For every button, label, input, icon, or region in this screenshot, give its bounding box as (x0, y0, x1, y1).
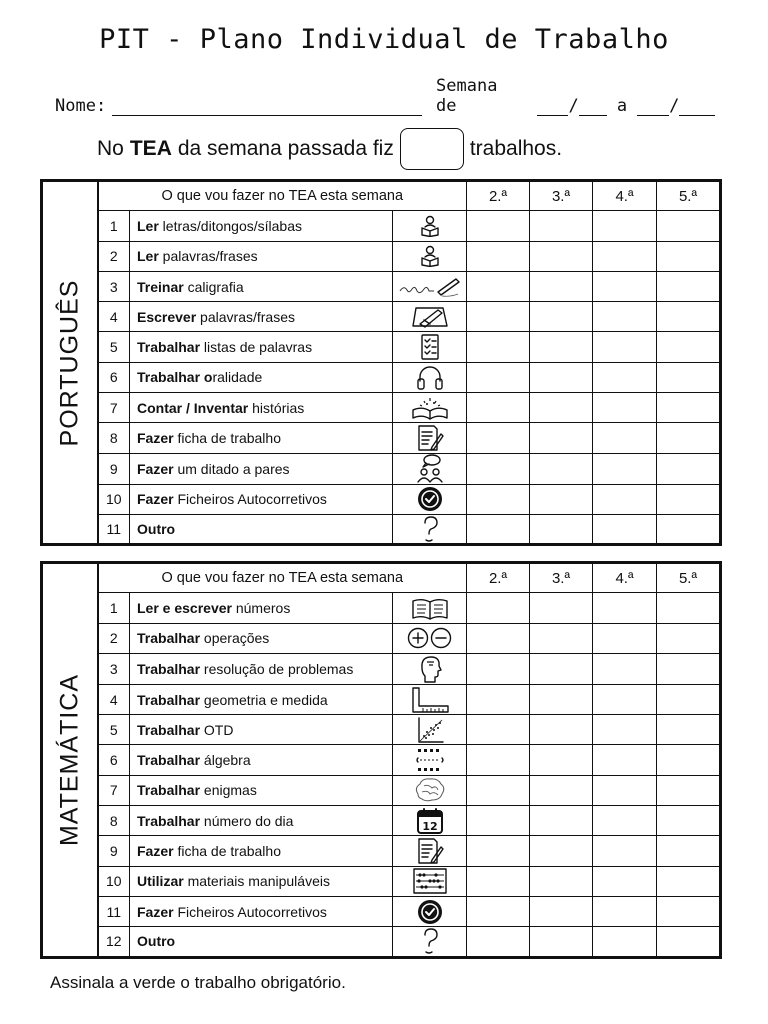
matematica-day-checkbox-cell[interactable] (657, 836, 721, 866)
matematica-task-number: 12 (98, 927, 130, 957)
portugues-day-checkbox-cell[interactable] (657, 362, 721, 392)
task-bold-verb: Fazer (137, 491, 174, 508)
matematica-task-text (130, 623, 393, 653)
portugues-day-checkbox-cell[interactable] (657, 453, 721, 484)
portugues-task-row (42, 332, 721, 362)
calendar-number: 12 (421, 819, 438, 833)
matematica-day-checkbox-cell[interactable] (657, 806, 721, 836)
matematica-subject-label: MATEMÁTICA (55, 673, 84, 846)
portugues-day-checkbox-cell[interactable] (657, 302, 721, 332)
task-rest: palavras/frases (158, 248, 258, 265)
task-bold-verb: Trabalhar (137, 691, 201, 708)
portugues-task-text (130, 393, 393, 423)
matematica-task-text (130, 745, 393, 775)
number-book-icon (410, 595, 450, 621)
task-bold-verb: Ler (137, 217, 159, 234)
portugues-table (40, 179, 722, 546)
portugues-day-checkbox-cell[interactable] (467, 241, 530, 271)
matematica-day-checkbox-cell[interactable] (530, 836, 593, 866)
matematica-day-checkbox-cell[interactable] (467, 623, 530, 653)
portugues-task-row (42, 423, 721, 453)
portugues-day-checkbox-cell[interactable] (467, 362, 530, 392)
matematica-day-checkbox-cell[interactable] (657, 653, 721, 684)
matematica-task-text (130, 775, 393, 805)
portugues-task-number: 3 (98, 271, 130, 301)
matematica-task-icon-cell (393, 623, 467, 653)
portugues-task-text (130, 423, 393, 453)
matematica-task-icon-cell (393, 927, 467, 957)
portugues-day-checkbox-cell[interactable] (530, 241, 593, 271)
portugues-day-checkbox-cell[interactable] (657, 241, 721, 271)
matematica-task-text (130, 927, 393, 957)
pair-dictation-icon (415, 454, 445, 484)
task-bold-verb: Escrever (137, 308, 197, 325)
portugues-subject-label: PORTUGUÊS (55, 279, 84, 447)
matematica-task-row (42, 745, 721, 775)
matematica-day-header: 3.ª (530, 563, 593, 593)
matematica-task-row (42, 684, 721, 714)
matematica-task-number: 9 (98, 836, 130, 866)
portugues-task-text (130, 211, 393, 241)
task-rest: um ditado a pares (173, 460, 290, 477)
matematica-day-checkbox-cell[interactable] (530, 593, 593, 623)
puzzle-brain-icon (412, 776, 448, 804)
page-title: PIT - Plano Individual de Trabalho (99, 24, 669, 55)
question-mark-icon (420, 927, 440, 955)
matematica-task-icon-cell (393, 653, 467, 684)
portugues-task-icon-cell (393, 484, 467, 514)
matematica-day-checkbox-cell[interactable] (530, 684, 593, 714)
reading-person-icon (419, 215, 441, 237)
task-rest: geometria e medida (200, 691, 328, 708)
task-bold-verb: Fazer (137, 460, 174, 477)
task-bold-verb: Trabalhar (137, 782, 201, 799)
portugues-task-icon-cell (393, 271, 467, 301)
matematica-day-checkbox-cell[interactable] (467, 593, 530, 623)
task-rest: Ficheiros Autocorretivos (173, 903, 327, 920)
name-label: Nome: (55, 96, 107, 116)
task-rest: operações (200, 630, 270, 647)
matematica-header-row (42, 563, 721, 593)
task-bold-verb: Trabalhar (137, 721, 201, 738)
matematica-day-checkbox-cell[interactable] (467, 775, 530, 805)
portugues-task-icon-cell (393, 241, 467, 271)
portugues-task-row (42, 393, 721, 423)
matematica-task-text (130, 866, 393, 896)
matematica-header-text: O que vou fazer no TEA esta semana (98, 563, 467, 593)
matematica-task-row (42, 836, 721, 866)
portugues-day-checkbox-cell[interactable] (593, 362, 657, 392)
matematica-day-checkbox-cell[interactable] (467, 745, 530, 775)
matematica-day-checkbox-cell[interactable] (593, 593, 657, 623)
task-bold-verb: Trabalhar o (137, 369, 213, 386)
matematica-task-number: 6 (98, 745, 130, 775)
matematica-task-number: 7 (98, 775, 130, 805)
matematica-day-checkbox-cell[interactable] (657, 715, 721, 745)
portugues-task-row (42, 302, 721, 332)
portugues-task-number: 10 (98, 484, 130, 514)
abacus-icon (412, 867, 448, 895)
matematica-task-row (42, 866, 721, 896)
matematica-day-checkbox-cell[interactable] (593, 927, 657, 957)
portugues-day-header: 2.ª (467, 181, 530, 211)
portugues-day-checkbox-cell[interactable] (467, 332, 530, 362)
matematica-day-header: 4.ª (593, 563, 657, 593)
matematica-task-text (130, 593, 393, 623)
matematica-task-row (42, 775, 721, 805)
matematica-day-checkbox-cell[interactable] (657, 745, 721, 775)
task-rest: ralidade (212, 369, 263, 386)
ruler-angle-icon (410, 686, 450, 714)
portugues-task-text (130, 362, 393, 392)
task-bold-verb: Trabalhar (137, 752, 201, 769)
calendar-icon (416, 807, 444, 835)
task-bold-verb: Trabalhar (137, 630, 201, 647)
task-bold-verb: Trabalhar (137, 339, 201, 356)
matematica-day-checkbox-cell[interactable] (657, 775, 721, 805)
matematica-task-icon-cell (393, 896, 467, 926)
portugues-day-checkbox-cell[interactable] (593, 393, 657, 423)
week-end-month-field[interactable] (679, 99, 715, 116)
week-label: Semana de (436, 76, 498, 116)
matematica-task-row (42, 806, 721, 836)
matematica-day-checkbox-cell[interactable] (530, 653, 593, 684)
portugues-task-icon-cell (393, 362, 467, 392)
matematica-day-checkbox-cell[interactable] (530, 927, 593, 957)
week-start-separator: / (568, 96, 579, 116)
question-mark-icon (420, 515, 440, 543)
calligraphy-pen-icon (398, 276, 462, 298)
portugues-task-text (130, 332, 393, 362)
portugues-day-checkbox-cell[interactable] (467, 271, 530, 301)
portugues-task-number: 6 (98, 362, 130, 392)
portugues-day-checkbox-cell[interactable] (657, 211, 721, 241)
task-bold-verb: Fazer (137, 430, 174, 447)
portugues-day-header: 3.ª (530, 181, 593, 211)
plus-minus-icon (406, 626, 454, 650)
task-rest: listas de palavras (200, 339, 313, 356)
portugues-day-checkbox-cell[interactable] (530, 423, 593, 453)
portugues-day-checkbox-cell[interactable] (593, 453, 657, 484)
matematica-day-checkbox-cell[interactable] (467, 927, 530, 957)
task-bold-verb: Outro (137, 933, 176, 950)
matematica-day-checkbox-cell[interactable] (530, 745, 593, 775)
portugues-day-checkbox-cell[interactable] (467, 423, 530, 453)
task-rest: materiais manipuláveis (183, 873, 330, 890)
checklist-icon (420, 333, 440, 361)
matematica-task-icon-cell (393, 806, 467, 836)
matematica-task-number: 11 (98, 896, 130, 926)
task-bold-verb: Trabalhar (137, 660, 201, 677)
portugues-task-icon-cell (393, 332, 467, 362)
portugues-task-row (42, 453, 721, 484)
task-bold-verb: Treinar (137, 278, 184, 295)
matematica-day-checkbox-cell[interactable] (657, 866, 721, 896)
matematica-day-checkbox-cell[interactable] (467, 836, 530, 866)
matematica-task-row (42, 896, 721, 926)
matematica-day-checkbox-cell[interactable] (593, 684, 657, 714)
portugues-day-checkbox-cell[interactable] (467, 453, 530, 484)
portugues-task-number: 4 (98, 302, 130, 332)
portugues-day-checkbox-cell[interactable] (467, 211, 530, 241)
task-rest: números (231, 599, 291, 616)
portugues-task-icon-cell (393, 514, 467, 544)
matematica-task-icon-cell (393, 593, 467, 623)
matematica-day-checkbox-cell[interactable] (657, 927, 721, 957)
matematica-task-icon-cell (393, 775, 467, 805)
name-field[interactable] (112, 99, 422, 116)
portugues-task-number: 5 (98, 332, 130, 362)
matematica-subject-cell (42, 563, 98, 958)
matematica-day-checkbox-cell[interactable] (593, 775, 657, 805)
lead-tea: TEA (129, 137, 172, 160)
last-week-sentence (97, 128, 562, 170)
matematica-task-row (42, 653, 721, 684)
matematica-day-checkbox-cell[interactable] (593, 653, 657, 684)
matematica-task-icon-cell (393, 745, 467, 775)
reading-person-icon (419, 245, 441, 267)
task-rest: número do dia (200, 812, 294, 829)
matematica-day-checkbox-cell[interactable] (593, 806, 657, 836)
portugues-task-text (130, 302, 393, 332)
matematica-day-checkbox-cell[interactable] (467, 806, 530, 836)
matematica-day-checkbox-cell[interactable] (530, 896, 593, 926)
portugues-task-icon-cell (393, 302, 467, 332)
task-bold-verb: Fazer (137, 843, 174, 860)
portugues-day-checkbox-cell[interactable] (593, 332, 657, 362)
portugues-day-checkbox-cell[interactable] (530, 453, 593, 484)
portugues-day-checkbox-cell[interactable] (593, 271, 657, 301)
portugues-task-row (42, 362, 721, 392)
writing-hand-icon (410, 304, 450, 330)
task-rest: histórias (248, 399, 305, 416)
matematica-task-row (42, 623, 721, 653)
check-badge-icon (417, 486, 443, 512)
matematica-day-header: 2.ª (467, 563, 530, 593)
portugues-task-number: 7 (98, 393, 130, 423)
task-rest: enigmas (200, 782, 257, 799)
portugues-day-checkbox-cell[interactable] (593, 423, 657, 453)
matematica-day-checkbox-cell[interactable] (467, 866, 530, 896)
lead-prefix: No (97, 137, 124, 160)
task-bold-verb: Contar / Inventar (137, 399, 249, 416)
portugues-day-checkbox-cell[interactable] (593, 302, 657, 332)
portugues-day-checkbox-cell[interactable] (530, 514, 593, 544)
matematica-task-number: 5 (98, 715, 130, 745)
portugues-task-number: 2 (98, 241, 130, 271)
portugues-task-row (42, 241, 721, 271)
matematica-task-icon-cell (393, 715, 467, 745)
matematica-day-checkbox-cell[interactable] (593, 623, 657, 653)
portugues-day-checkbox-cell[interactable] (657, 514, 721, 544)
portugues-day-checkbox-cell[interactable] (530, 393, 593, 423)
matematica-day-checkbox-cell[interactable] (593, 866, 657, 896)
portugues-task-text (130, 271, 393, 301)
portugues-day-checkbox-cell[interactable] (530, 302, 593, 332)
portugues-day-checkbox-cell[interactable] (467, 302, 530, 332)
matematica-task-number: 10 (98, 866, 130, 896)
portugues-task-number: 11 (98, 514, 130, 544)
matematica-task-number: 4 (98, 684, 130, 714)
portugues-day-checkbox-cell[interactable] (530, 271, 593, 301)
week-start-day-field[interactable] (537, 99, 569, 116)
portugues-header-row (42, 181, 721, 211)
matematica-day-checkbox-cell[interactable] (530, 623, 593, 653)
matematica-task-text (130, 715, 393, 745)
matematica-task-text (130, 653, 393, 684)
portugues-task-text (130, 241, 393, 271)
week-end-separator: / (669, 96, 680, 116)
portugues-task-icon-cell (393, 393, 467, 423)
portugues-day-checkbox-cell[interactable] (530, 362, 593, 392)
task-rest: álgebra (200, 752, 251, 769)
portugues-task-icon-cell (393, 211, 467, 241)
matematica-task-text (130, 896, 393, 926)
matematica-task-row (42, 715, 721, 745)
task-bold-verb: Fazer (137, 903, 174, 920)
task-bold-verb: Outro (137, 521, 176, 538)
portugues-day-checkbox-cell[interactable] (530, 484, 593, 514)
portugues-day-checkbox-cell[interactable] (657, 423, 721, 453)
matematica-day-checkbox-cell[interactable] (467, 715, 530, 745)
portugues-task-row (42, 484, 721, 514)
matematica-day-checkbox-cell[interactable] (657, 593, 721, 623)
portugues-day-checkbox-cell[interactable] (657, 332, 721, 362)
portugues-day-checkbox-cell[interactable] (593, 514, 657, 544)
matematica-task-icon-cell (393, 836, 467, 866)
task-rest: OTD (200, 721, 234, 738)
week-end-day-field[interactable] (637, 99, 669, 116)
matematica-day-checkbox-cell[interactable] (657, 684, 721, 714)
portugues-task-text (130, 453, 393, 484)
matematica-day-checkbox-cell[interactable] (593, 715, 657, 745)
portugues-day-checkbox-cell[interactable] (657, 484, 721, 514)
portugues-day-header: 5.ª (657, 181, 721, 211)
task-bold-verb: Utilizar (137, 873, 184, 890)
portugues-day-checkbox-cell[interactable] (593, 211, 657, 241)
task-bold-verb: Trabalhar (137, 812, 201, 829)
week-to-label: a (616, 96, 628, 116)
portugues-task-text (130, 484, 393, 514)
matematica-day-checkbox-cell[interactable] (593, 836, 657, 866)
matematica-day-checkbox-cell[interactable] (467, 684, 530, 714)
week-start-month-field[interactable] (579, 99, 607, 116)
lead-suffix: trabalhos. (469, 137, 563, 160)
task-rest: ficha de trabalho (173, 430, 281, 447)
matematica-task-number: 2 (98, 623, 130, 653)
portugues-task-number: 9 (98, 453, 130, 484)
matematica-day-checkbox-cell[interactable] (467, 653, 530, 684)
portugues-day-header: 4.ª (593, 181, 657, 211)
matematica-task-number: 3 (98, 653, 130, 684)
headphones-icon (416, 363, 444, 391)
matematica-day-header: 5.ª (657, 563, 721, 593)
portugues-task-icon-cell (393, 423, 467, 453)
portugues-day-checkbox-cell[interactable] (467, 484, 530, 514)
task-rest: Ficheiros Autocorretivos (173, 491, 327, 508)
matematica-task-icon-cell (393, 866, 467, 896)
matematica-day-checkbox-cell[interactable] (530, 775, 593, 805)
matematica-task-text (130, 806, 393, 836)
task-bold-verb: Ler (137, 248, 159, 265)
matematica-task-number: 8 (98, 806, 130, 836)
portugues-subject-cell (42, 181, 98, 545)
thinking-head-icon (417, 654, 443, 684)
check-badge-icon (417, 899, 443, 925)
portugues-day-checkbox-cell[interactable] (657, 271, 721, 301)
works-count-box[interactable] (400, 128, 464, 170)
task-rest: palavras/frases (196, 308, 295, 325)
task-rest: caligrafia (183, 278, 244, 295)
matematica-task-icon-cell (393, 684, 467, 714)
task-rest: ficha de trabalho (173, 843, 281, 860)
task-rest: resolução de problemas (200, 660, 354, 677)
portugues-day-checkbox-cell[interactable] (657, 393, 721, 423)
portugues-task-row (42, 211, 721, 241)
portugues-task-number: 8 (98, 423, 130, 453)
portugues-task-icon-cell (393, 453, 467, 484)
portugues-day-checkbox-cell[interactable] (530, 211, 593, 241)
portugues-day-checkbox-cell[interactable] (593, 484, 657, 514)
portugues-task-number: 1 (98, 211, 130, 241)
scatter-plot-icon (416, 716, 444, 744)
portugues-header-text: O que vou fazer no TEA esta semana (98, 181, 467, 211)
matematica-day-checkbox-cell[interactable] (593, 745, 657, 775)
matematica-task-text (130, 836, 393, 866)
pattern-sequence-icon (414, 746, 446, 774)
matematica-day-checkbox-cell[interactable] (593, 896, 657, 926)
worksheet-pencil-icon (416, 837, 444, 865)
worksheet-pencil-icon (416, 424, 444, 452)
task-rest: letras/ditongos/sílabas (158, 217, 302, 234)
portugues-day-checkbox-cell[interactable] (530, 332, 593, 362)
portugues-task-row (42, 271, 721, 301)
matematica-task-number: 1 (98, 593, 130, 623)
portugues-day-checkbox-cell[interactable] (593, 241, 657, 271)
matematica-day-checkbox-cell[interactable] (657, 896, 721, 926)
footer-note: Assinala a verde o trabalho obrigatório. (50, 973, 346, 992)
matematica-task-text (130, 684, 393, 714)
matematica-day-checkbox-cell[interactable] (657, 623, 721, 653)
portugues-day-checkbox-cell[interactable] (467, 393, 530, 423)
lead-middle: da semana passada fiz (177, 137, 394, 160)
portugues-day-checkbox-cell[interactable] (467, 514, 530, 544)
matematica-table (40, 561, 722, 959)
matematica-day-checkbox-cell[interactable] (467, 896, 530, 926)
open-book-icon (410, 396, 450, 420)
matematica-day-checkbox-cell[interactable] (530, 715, 593, 745)
task-bold-verb: Ler e escrever (137, 599, 232, 616)
portugues-task-row (42, 514, 721, 544)
name-week-line (55, 76, 715, 116)
portugues-task-text (130, 514, 393, 544)
matematica-task-row (42, 593, 721, 623)
matematica-day-checkbox-cell[interactable] (530, 806, 593, 836)
matematica-task-row (42, 927, 721, 957)
matematica-day-checkbox-cell[interactable] (530, 866, 593, 896)
